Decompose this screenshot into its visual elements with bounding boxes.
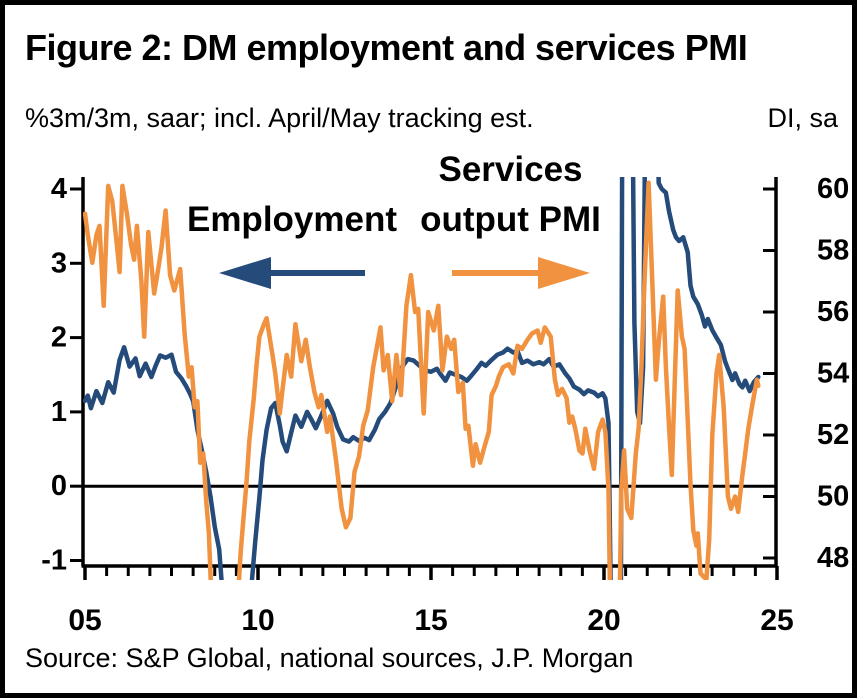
x-axis-tick-label: 05 — [68, 604, 102, 637]
source-note: Source: S&P Global, national sources, J.P. Morgan — [25, 643, 634, 673]
right-axis-tick-label: 54 — [817, 357, 850, 390]
right-axis-tick-label: 58 — [817, 234, 850, 267]
services-arrow-head — [538, 257, 590, 289]
left-axis-tick-label: 4 — [50, 173, 67, 205]
right-axis-tick-label: 56 — [817, 296, 850, 328]
x-axis-tick-label: 25 — [760, 604, 794, 637]
left-axis-tick-label: 2 — [50, 321, 67, 354]
employment-arrow-head — [219, 257, 271, 289]
employment-series-label: Employment — [186, 200, 398, 239]
right-axis-tick-label: 50 — [817, 480, 850, 513]
services-series-label — [413, 145, 608, 245]
right-axis-tick-label: 60 — [817, 173, 850, 205]
services-series-label-line2: output PMI — [420, 200, 601, 239]
chart-plot-area — [5, 5, 857, 698]
right-axis-units-label: DI, sa — [767, 103, 838, 133]
x-axis-tick-label: 10 — [241, 604, 275, 637]
services-series-label-line1: Services — [438, 150, 583, 189]
figure-title: Figure 2: DM employment and services PMI — [25, 27, 748, 68]
x-axis-tick-label: 15 — [414, 604, 448, 637]
right-axis-tick-label: 48 — [817, 542, 850, 574]
left-axis-tick-label: -1 — [41, 544, 67, 577]
right-axis-tick-label: 52 — [817, 419, 850, 451]
left-axis-tick-label: 3 — [50, 247, 67, 280]
x-axis-tick-label: 20 — [587, 604, 621, 637]
left-axis-units-label: %3m/3m, saar; incl. April/May tracking est. — [25, 103, 534, 133]
left-axis-tick-label: 0 — [50, 470, 67, 503]
left-axis-tick-label: 1 — [50, 395, 67, 428]
